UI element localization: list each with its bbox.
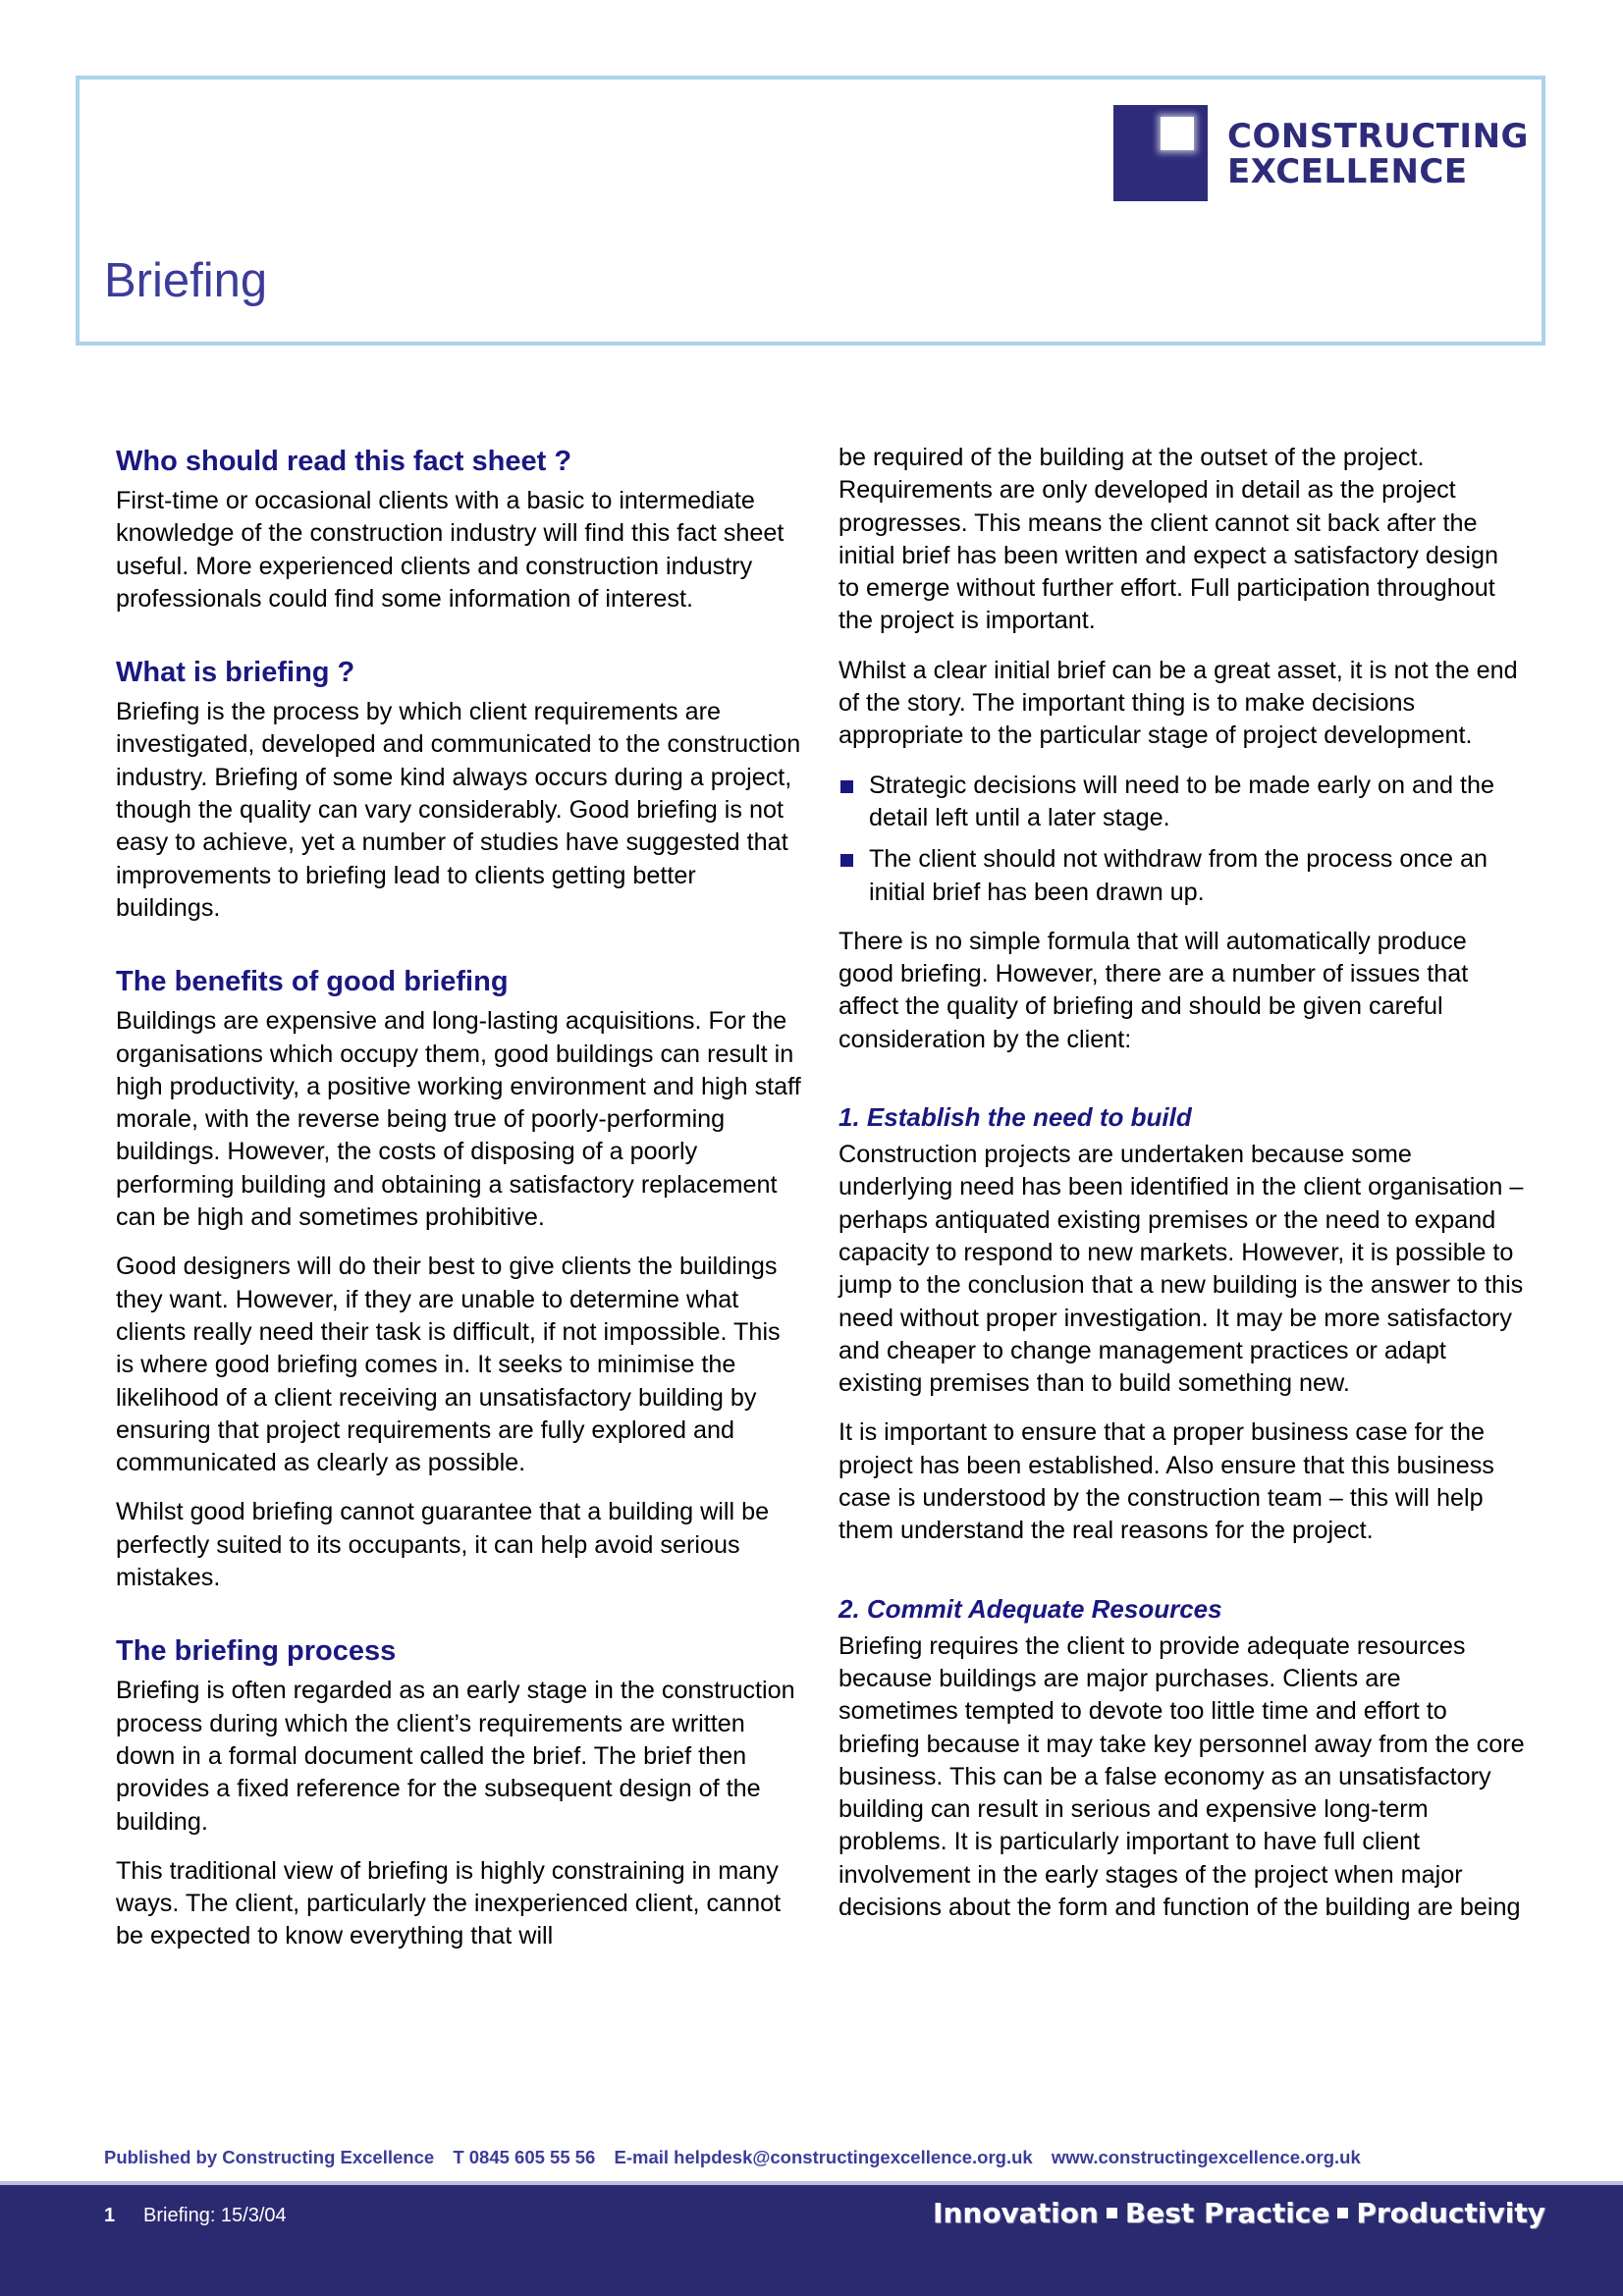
list-item: Strategic decisions will need to be made early on and the detail left until a later stage. xyxy=(839,770,1526,835)
publisher-line xyxy=(104,2147,1375,2168)
logo-line-1: CONSTRUCTING xyxy=(1227,117,1529,156)
tagline-productivity: Productivity xyxy=(1356,2197,1545,2229)
email-link[interactable]: E-mail helpdesk@constructingexcellence.org.uk xyxy=(614,2147,1033,2167)
paragraph: Briefing is often regarded as an early stage in the construction process during which the client’s requirements are written down in a formal document called the brief. The brief then provides a fixed reference for the subsequent design of the building. xyxy=(116,1677,795,1836)
paragraph: be required of the building at the outset of the project. Requirements are only developed in detail as the project progresses. This means the client cannot sit back after the initial brief has been written and expect a satisfactory design to emerge without further effort. Full participation throughout the project is important. xyxy=(839,444,1499,635)
paragraph: Briefing is the process by which client requirements are investigated, developed and communicated to the construction industry. Briefing of some kind always occurs during a project, though the quality can vary considerably. Good briefing is not easy to achieve, yet a number of studies have suggested that improvements to briefing lead to clients getting better buildings. xyxy=(116,698,801,922)
left-column xyxy=(116,442,803,1970)
paragraph: This traditional view of briefing is highly constraining in many ways. The client, particularly the inexperienced client, cannot be expected to know everything that will xyxy=(116,1856,782,1950)
right-column xyxy=(839,442,1526,1941)
paragraph: Buildings are expensive and long-lasting acquisitions. For the organisations which occupy them, good buildings can result in high productivity, a positive working environment and high staff morale, with the reverse being true of poorly-performing buildings. However, the costs of disposing of a poorly performing building and obtaining a satisfactory replacement can be high and sometimes prohibitive. xyxy=(116,1007,801,1232)
page-title: Briefing xyxy=(104,254,268,307)
logo-line-2: EXCELLENCE xyxy=(1227,152,1468,191)
logo-text xyxy=(1227,117,1529,191)
paragraph: Briefing requires the client to provide adequate resources because buildings are major purchases. Clients are sometimes tempted to devote too little time and effort to briefing because it may take key personnel away from the core business. This can be a false economy as an unsatisfactory building can result in serious and expensive long-term problems. It is particularly important to have full client involvement in the early stages of the project when major decisions about the form and function of the building are being xyxy=(839,1631,1525,1921)
heading-briefing-process: The briefing process xyxy=(116,1635,397,1668)
published-by: Published by Constructing Excellence xyxy=(104,2147,435,2167)
document-reference: Briefing: 15/3/04 xyxy=(143,2205,287,2226)
phone-number: T 0845 605 55 56 xyxy=(453,2147,596,2167)
heading-what-is-briefing: What is briefing ? xyxy=(116,657,355,689)
tagline xyxy=(933,2197,1545,2229)
page-number: 1 xyxy=(104,2205,116,2226)
paragraph: There is no simple formula that will automatically produce good briefing. However, there are a number of issues that affect the quality of briefing and should be given careful consideration by the client: xyxy=(839,927,1469,1053)
tagline-best-practice: Best Practice xyxy=(1124,2197,1330,2229)
heading-benefits: The benefits of good briefing xyxy=(116,966,509,998)
logo-square-icon xyxy=(1113,105,1208,201)
heading-commit-resources: 2. Commit Adequate Resources xyxy=(839,1593,1222,1624)
list-item: The client should not withdraw from the process once an initial brief has been drawn up. xyxy=(839,843,1526,909)
bullet-list xyxy=(839,770,1526,909)
paragraph: It is important to ensure that a proper business case for the project has been established. Also ensure that this business case is understood by the construction team – this will help them understand the real reasons for the project. xyxy=(839,1418,1494,1545)
constructing-excellence-logo xyxy=(1113,105,1529,203)
paragraph: First-time or occasional clients with a basic to intermediate knowledge of the construction industry will find this fact sheet useful. More experienced clients and construction industry professionals could find some information of interest. xyxy=(116,487,784,613)
paragraph: Whilst a clear initial brief can be a great asset, it is not the end of the story. The important thing is to make decisions appropriate to the particular stage of project development. xyxy=(839,656,1518,750)
paragraph: Construction projects are undertaken because some underlying need has been identified in the client organisation – perhaps antiquated existing premises or the need to expand capacity to respond to new markets. However, it is possible to jump to the conclusion that a new building is the answer to this need without proper investigation. It may be more satisfactory and cheaper to change management practices or adapt existing premises than to build something new. xyxy=(839,1141,1524,1398)
website-link[interactable]: www.constructingexcellence.org.uk xyxy=(1051,2147,1361,2167)
heading-who-should-read: Who should read this fact sheet ? xyxy=(116,446,572,477)
paragraph: Good designers will do their best to give clients the buildings they want. However, if they are unable to determine what clients really need their task is difficult, if not impossible. This is where good briefing comes in. It seeks to minimise the likelihood of a client receiving an unsatisfactory building by ensuring that project requirements are fully explored and communicated as clearly as possible. xyxy=(116,1253,781,1477)
square-bullet-icon xyxy=(1107,2208,1117,2218)
paragraph: Whilst good briefing cannot guarantee that a building will be perfectly suited to its occupants, it can help avoid serious mistakes. xyxy=(116,1498,770,1592)
tagline-innovation: Innovation xyxy=(933,2197,1099,2229)
heading-establish-need: 1. Establish the need to build xyxy=(839,1102,1192,1133)
square-bullet-icon xyxy=(1337,2208,1348,2218)
